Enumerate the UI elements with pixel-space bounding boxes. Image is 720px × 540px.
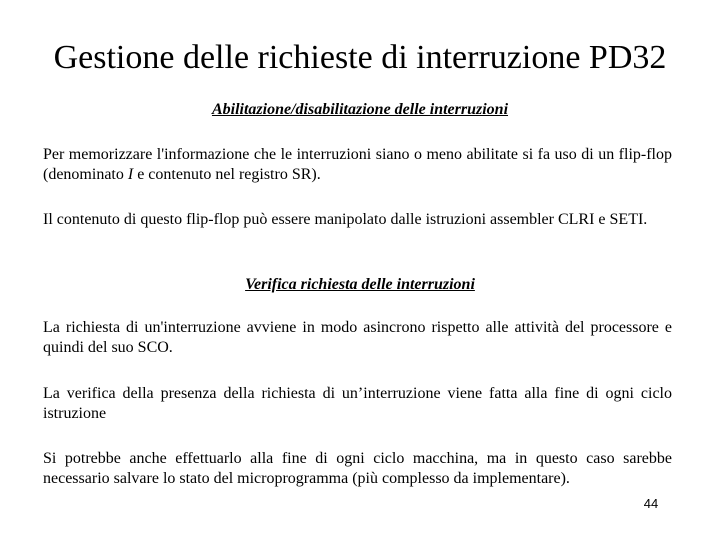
paragraph-flip-flop — [43, 145, 672, 185]
section-heading-verifica: Verifica richiesta delle interruzioni — [245, 276, 475, 293]
paragraph-ciclo-macchina: Si potrebbe anche effettuarlo alla fine di ogni ciclo macchina, ma in questo caso sarebbe necessario salvare lo stato del microprogramma (più complesso da implementare). — [43, 450, 672, 487]
paragraph-text-part: Per memorizzare l'informazione che le interruzioni siano o meno abilitate si fa uso di un flip-flop (denominato — [43, 146, 672, 183]
paragraph-text-part: e contenuto nel registro SR). — [133, 166, 321, 183]
flip-flop-symbol: I — [127, 166, 134, 183]
page-number: 44 — [643, 496, 659, 511]
paragraph-ciclo-istruzione: La verifica della presenza della richiesta di un’interruzione viene fatta alla fine di ogni ciclo istruzione — [43, 385, 672, 422]
slide-title: Gestione delle richieste di interruzione PD32 — [53, 39, 667, 76]
section-heading-abilitazione: Abilitazione/disabilitazione delle interruzioni — [211, 101, 509, 118]
paragraph-clri-seti: Il contenuto di questo flip-flop può essere manipolato dalle istruzioni assembler CLRI e SETI. — [43, 211, 648, 228]
paragraph-asincrono: La richiesta di un'interruzione avviene in modo asincrono rispetto alle attività del processore e quindi del suo SCO. — [43, 319, 672, 356]
